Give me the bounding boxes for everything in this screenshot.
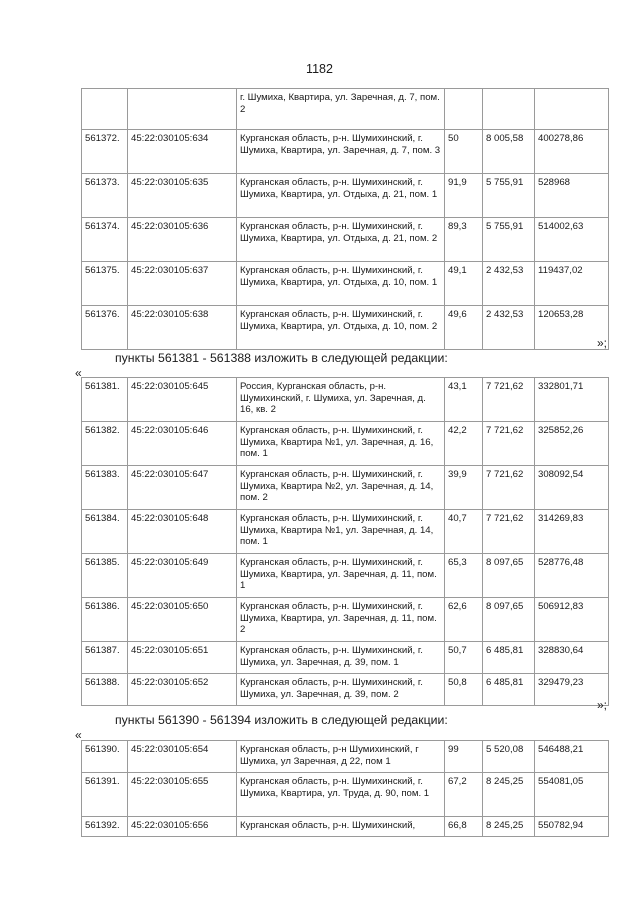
- area-cell: 49,1: [445, 262, 483, 306]
- cadastral-value-cell: 308092,54: [535, 466, 609, 510]
- table-row: [82, 89, 609, 130]
- rate-cell: 7 721,62: [483, 466, 535, 510]
- entry-number: 561388.: [82, 674, 128, 706]
- cadastral-number: 45:22:030105:649: [128, 554, 237, 598]
- area-cell: 65,3: [445, 554, 483, 598]
- area-cell: 50,8: [445, 674, 483, 706]
- table-row: [82, 262, 609, 306]
- table-row: [82, 554, 609, 598]
- cadastral-number: 45:22:030105:637: [128, 262, 237, 306]
- table-row: [82, 642, 609, 674]
- rate-cell: 6 485,81: [483, 674, 535, 706]
- cadastral-value-cell: [535, 89, 609, 130]
- entry-number: 561387.: [82, 642, 128, 674]
- rate-cell: 5 755,91: [483, 218, 535, 262]
- registry-table-1: [81, 88, 609, 350]
- rate-cell: 8 097,65: [483, 554, 535, 598]
- address-cell: Курганская область, р-н. Шумихинский, г. Шумиха, Квартира №1, ул. Заречная, д. 14, пом. 1: [237, 510, 445, 554]
- table-row: [82, 130, 609, 174]
- cadastral-value-cell: 554081,05: [535, 773, 609, 817]
- address-cell: Курганская область, р-н. Шумихинский, г. Шумиха, Квартира №1, ул. Заречная, д. 16, пом. 1: [237, 422, 445, 466]
- cadastral-value-cell: 314269,83: [535, 510, 609, 554]
- address-cell: Курганская область, р-н. Шумихинский, г. Шумиха, Квартира, ул. Отдыха, д. 10, пом. 2: [237, 306, 445, 350]
- area-cell: [445, 89, 483, 130]
- address-cell: Россия, Курганская область, р-н. Шумихинский, г. Шумиха, ул. Заречная, д. 16, кв. 2: [237, 378, 445, 422]
- table-row: [82, 674, 609, 706]
- cadastral-number: 45:22:030105:636: [128, 218, 237, 262]
- entry-number: 561375.: [82, 262, 128, 306]
- address-cell: Курганская область, р-н. Шумихинский,: [237, 817, 445, 837]
- rate-cell: 7 721,62: [483, 510, 535, 554]
- rate-cell: 8 005,58: [483, 130, 535, 174]
- cadastral-value-cell: 328830,64: [535, 642, 609, 674]
- entry-number: 561391.: [82, 773, 128, 817]
- table-row: [82, 378, 609, 422]
- area-cell: 62,6: [445, 598, 483, 642]
- area-cell: 91,9: [445, 174, 483, 218]
- rate-cell: 6 485,81: [483, 642, 535, 674]
- area-cell: 99: [445, 741, 483, 773]
- entry-number: 561386.: [82, 598, 128, 642]
- rate-cell: 2 432,53: [483, 262, 535, 306]
- rate-cell: 5 520,08: [483, 741, 535, 773]
- entry-number: 561376.: [82, 306, 128, 350]
- table-row: [82, 218, 609, 262]
- table-row: [82, 741, 609, 773]
- address-cell: Курганская область, р-н. Шумихинский, г. Шумиха, ул. Заречная, д. 39, пом. 2: [237, 674, 445, 706]
- table-row: [82, 174, 609, 218]
- cadastral-number: 45:22:030105:646: [128, 422, 237, 466]
- closing-quote-mark: »;: [596, 698, 607, 712]
- cadastral-value-cell: 514002,63: [535, 218, 609, 262]
- area-cell: 67,2: [445, 773, 483, 817]
- cadastral-value-cell: 120653,28: [535, 306, 609, 350]
- address-cell: Курганская область, р-н. Шумихинский, г. Шумиха, Квартира, ул. Труда, д. 90, пом. 1: [237, 773, 445, 817]
- cadastral-number: 45:22:030105:650: [128, 598, 237, 642]
- amendment-instruction: пункты 561390 - 561394 изложить в следующей редакции:: [115, 713, 448, 727]
- rate-cell: [483, 89, 535, 130]
- registry-table-3: [81, 740, 609, 837]
- area-cell: 89,3: [445, 218, 483, 262]
- area-cell: 49,6: [445, 306, 483, 350]
- cadastral-number: 45:22:030105:634: [128, 130, 237, 174]
- cadastral-number: 45:22:030105:648: [128, 510, 237, 554]
- cadastral-value-cell: 119437,02: [535, 262, 609, 306]
- table-row: [82, 773, 609, 817]
- table-row: [82, 466, 609, 510]
- area-cell: 39,9: [445, 466, 483, 510]
- address-cell: Курганская область, р-н. Шумихинский, г. Шумиха, Квартира, ул. Отдыха, д. 21, пом. 1: [237, 174, 445, 218]
- cadastral-value-cell: 528968: [535, 174, 609, 218]
- address-cell: Курганская область, р-н. Шумихинский, г. Шумиха, Квартира, ул. Заречная, д. 7, пом. 3: [237, 130, 445, 174]
- registry-table-2: [81, 377, 609, 706]
- entry-number: 561384.: [82, 510, 128, 554]
- cadastral-number: 45:22:030105:635: [128, 174, 237, 218]
- area-cell: 50,7: [445, 642, 483, 674]
- table-row: [82, 422, 609, 466]
- table-row: [82, 598, 609, 642]
- rate-cell: 2 432,53: [483, 306, 535, 350]
- address-cell: Курганская область, р-н. Шумихинский, г. Шумиха, Квартира, ул. Отдыха, д. 21, пом. 2: [237, 218, 445, 262]
- area-cell: 50: [445, 130, 483, 174]
- cadastral-value-cell: 506912,83: [535, 598, 609, 642]
- rate-cell: 5 755,91: [483, 174, 535, 218]
- address-cell: г. Шумиха, Квартира, ул. Заречная, д. 7, пом. 2: [237, 89, 445, 130]
- cadastral-value-cell: 546488,21: [535, 741, 609, 773]
- cadastral-number: 45:22:030105:652: [128, 674, 237, 706]
- address-cell: Курганская область, р-н. Шумихинский, г. Шумиха, Квартира №2, ул. Заречная, д. 14, пом. 2: [237, 466, 445, 510]
- entry-number: 561381.: [82, 378, 128, 422]
- address-cell: Курганская область, р-н Шумихинский, г Шумиха, ул Заречная, д 22, пом 1: [237, 741, 445, 773]
- cadastral-value-cell: 528776,48: [535, 554, 609, 598]
- rate-cell: 8 097,65: [483, 598, 535, 642]
- cadastral-value-cell: 329479,23: [535, 674, 609, 706]
- opening-quote-mark: «: [75, 366, 82, 380]
- entry-number: 561392.: [82, 817, 128, 837]
- address-cell: Курганская область, р-н. Шумихинский, г. Шумиха, ул. Заречная, д. 39, пом. 1: [237, 642, 445, 674]
- address-cell: Курганская область, р-н. Шумихинский, г. Шумиха, Квартира, ул. Отдыха, д. 10, пом. 1: [237, 262, 445, 306]
- amendment-instruction: пункты 561381 - 561388 изложить в следующей редакции:: [115, 351, 448, 365]
- entry-number: 561374.: [82, 218, 128, 262]
- entry-number: 561372.: [82, 130, 128, 174]
- cadastral-number: 45:22:030105:645: [128, 378, 237, 422]
- rate-cell: 7 721,62: [483, 422, 535, 466]
- area-cell: 40,7: [445, 510, 483, 554]
- cadastral-number: [128, 89, 237, 130]
- opening-quote-mark: «: [75, 728, 82, 742]
- address-cell: Курганская область, р-н. Шумихинский, г. Шумиха, Квартира, ул. Заречная, д. 11, пом. 2: [237, 598, 445, 642]
- cadastral-number: 45:22:030105:655: [128, 773, 237, 817]
- area-cell: 43,1: [445, 378, 483, 422]
- rate-cell: 7 721,62: [483, 378, 535, 422]
- cadastral-number: 45:22:030105:656: [128, 817, 237, 837]
- cadastral-number: 45:22:030105:651: [128, 642, 237, 674]
- entry-number: [82, 89, 128, 130]
- cadastral-value-cell: 325852,26: [535, 422, 609, 466]
- cadastral-number: 45:22:030105:638: [128, 306, 237, 350]
- entry-number: 561390.: [82, 741, 128, 773]
- address-cell: Курганская область, р-н. Шумихинский, г. Шумиха, Квартира, ул. Заречная, д. 11, пом. 1: [237, 554, 445, 598]
- table-row: [82, 306, 609, 350]
- cadastral-value-cell: 550782,94: [535, 817, 609, 837]
- cadastral-number: 45:22:030105:647: [128, 466, 237, 510]
- entry-number: 561382.: [82, 422, 128, 466]
- entry-number: 561385.: [82, 554, 128, 598]
- rate-cell: 8 245,25: [483, 773, 535, 817]
- page-number: 1182: [306, 62, 333, 76]
- cadastral-value-cell: 400278,86: [535, 130, 609, 174]
- table-row: [82, 510, 609, 554]
- area-cell: 66,8: [445, 817, 483, 837]
- cadastral-value-cell: 332801,71: [535, 378, 609, 422]
- entry-number: 561373.: [82, 174, 128, 218]
- rate-cell: 8 245,25: [483, 817, 535, 837]
- closing-quote-mark: »;: [596, 336, 607, 350]
- area-cell: 42,2: [445, 422, 483, 466]
- entry-number: 561383.: [82, 466, 128, 510]
- cadastral-number: 45:22:030105:654: [128, 741, 237, 773]
- table-row: [82, 817, 609, 837]
